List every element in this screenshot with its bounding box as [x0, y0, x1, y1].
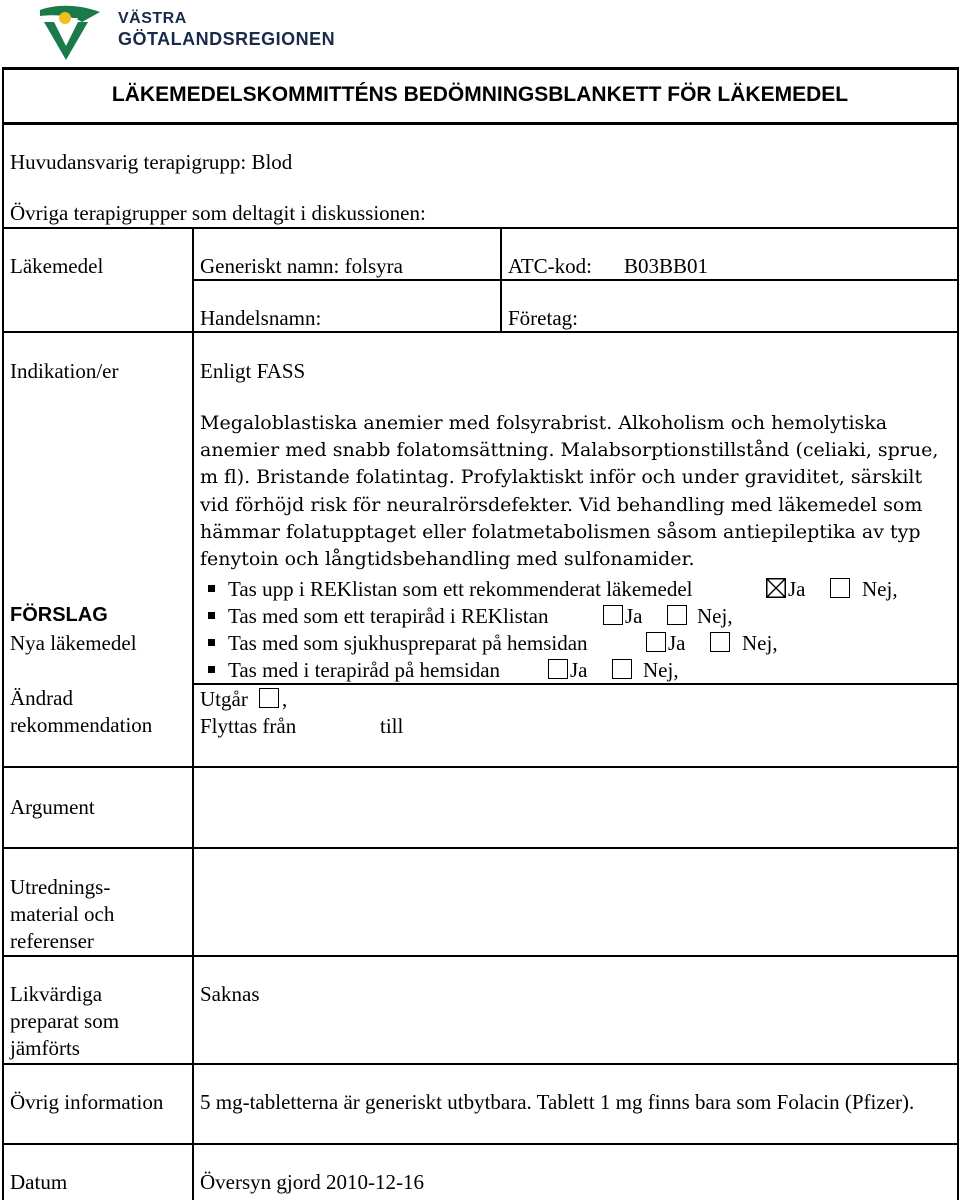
- drug-label: Läkemedel: [10, 254, 104, 278]
- bullet-icon: [208, 639, 215, 646]
- proposal-item-text: Tas med som ett terapiråd i REKlistan: [228, 604, 549, 628]
- proposal-new: Nya läkemedel: [10, 631, 137, 655]
- atc-label: ATC-kod:: [508, 254, 592, 278]
- utgar-label: Utgår: [200, 687, 248, 711]
- no-label: Nej,: [643, 658, 679, 682]
- move-from-label: Flyttas från: [200, 714, 297, 738]
- company: Företag:: [508, 306, 578, 330]
- move-to-label: till: [380, 714, 404, 738]
- no-checkbox[interactable]: [830, 578, 850, 598]
- other-info-label: Övrig information: [10, 1090, 164, 1114]
- table-border-top: [2, 67, 959, 70]
- yes-label: Ja: [625, 604, 643, 628]
- proposal-heading: FÖRSLAG: [10, 604, 108, 626]
- logo-line1: VÄSTRA: [118, 10, 187, 27]
- yes-label: Ja: [668, 631, 686, 655]
- yes-checkbox[interactable]: [646, 632, 666, 652]
- proposal-changed-1: Ändrad: [10, 686, 73, 710]
- table-border-right: [957, 67, 959, 1200]
- no-label: Nej,: [742, 631, 778, 655]
- page-title: LÄKEMEDELSKOMMITTÉNS BEDÖMNINGSBLANKETT FÖR LÄKEMEDEL: [111, 83, 849, 106]
- yes-checkbox[interactable]: [603, 605, 623, 625]
- no-checkbox[interactable]: [710, 632, 730, 652]
- utgar-comma: ,: [282, 687, 288, 711]
- group-divider: [2, 227, 959, 229]
- bullet-icon: [208, 612, 215, 619]
- no-checkbox[interactable]: [612, 659, 632, 679]
- no-checkbox[interactable]: [667, 605, 687, 625]
- utgar-checkbox[interactable]: [259, 688, 279, 708]
- drug-divider: [2, 331, 959, 333]
- atc-column-divider: [500, 227, 502, 333]
- trade-name: Handelsnamn:: [200, 306, 322, 330]
- title-divider: [2, 122, 959, 125]
- equivalent-bottom: [2, 1063, 959, 1065]
- logo-mark-icon: [38, 2, 108, 64]
- proposal-changed-2: rekommendation: [10, 713, 153, 737]
- material-bottom: [2, 955, 959, 957]
- logo-line2: GÖTALANDSREGIONEN: [118, 29, 336, 49]
- indication-label: Indikation/er: [10, 359, 119, 383]
- other-info-value: 5 mg-tabletterna är generiskt utbytbara. Tablett 1 mg finns bara som Folacin (Pfizer).: [200, 1090, 915, 1114]
- proposal-bottom: [2, 766, 959, 768]
- atc-value: B03BB01: [624, 254, 709, 278]
- argument-bottom: [2, 847, 959, 849]
- otherinfo-bottom: [2, 1143, 959, 1145]
- material-label: Utrednings- material och referenser: [10, 875, 115, 953]
- generic-name: Generiskt namn: folsyra: [200, 254, 403, 278]
- no-label: Nej,: [862, 577, 898, 601]
- yes-checkbox-checked[interactable]: [766, 578, 786, 598]
- other-therapy-groups: Övriga terapigrupper som deltagit i diskussionen:: [10, 201, 426, 225]
- equivalent-value: Saknas: [200, 982, 260, 1006]
- indication-value: Enligt FASS: [200, 359, 306, 383]
- bullet-icon: [208, 585, 215, 592]
- yes-checkbox[interactable]: [548, 659, 568, 679]
- indication-text: Megaloblastiska anemier med folsyrabrist. Alkoholism och hemolytiska anemier med snabb folatomsättning. Malabsorptionstillstånd (celiaki, sprue, m fl). Bristande folatintag. Profylaktiskt inför och under graviditet, särskilt vid förhöjd risk för neuralrörsdefekter. Vid behandling med läkemedel som hämmar folatupptaget eller folatmetabolismen såsom antiepileptika av typ fenytoin och långtidsbehandling med sulfonamider.: [200, 412, 939, 571]
- argument-label: Argument: [10, 795, 95, 819]
- proposal-item-text: Tas upp i REKlistan som ett rekommenderat läkemedel: [228, 577, 693, 601]
- table-border-left: [2, 67, 4, 1200]
- yes-label: Ja: [788, 577, 806, 601]
- main-therapy-group: Huvudansvarig terapigrupp: Blod: [10, 150, 293, 174]
- label-column-divider: [192, 227, 194, 1200]
- date-label: Datum: [10, 1170, 68, 1194]
- proposal-item-text: Tas med i terapiråd på hemsidan: [228, 658, 501, 682]
- yes-label: Ja: [570, 658, 588, 682]
- region-logo: [38, 2, 338, 64]
- date-value: Översyn gjord 2010-12-16: [200, 1170, 424, 1194]
- bullet-icon: [208, 666, 215, 673]
- no-label: Nej,: [697, 604, 733, 628]
- equivalent-label: Likvärdiga preparat som jämförts: [10, 982, 120, 1060]
- proposal-item-text: Tas med som sjukhuspreparat på hemsidan: [228, 631, 588, 655]
